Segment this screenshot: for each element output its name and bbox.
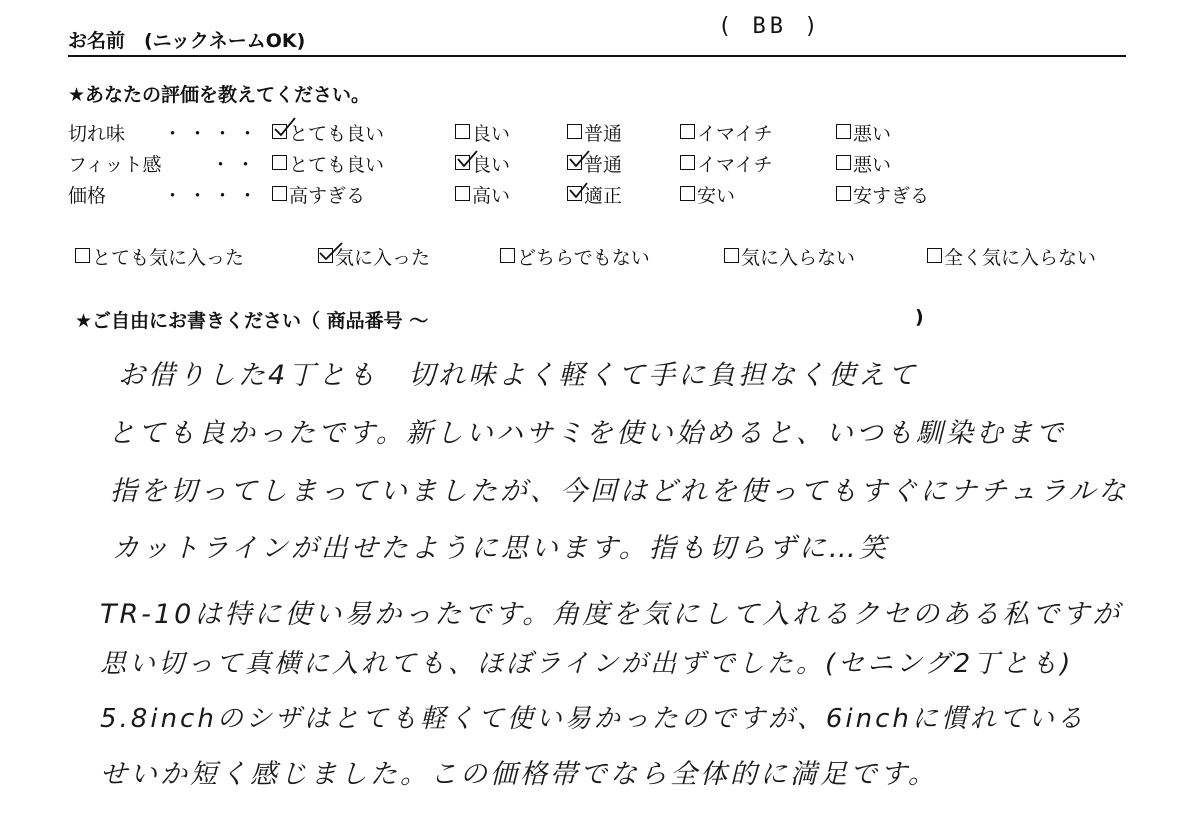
comment-title-close: )	[915, 306, 924, 328]
checkbox[interactable]	[680, 155, 695, 170]
rating-label-fit: フィット感	[68, 154, 162, 176]
option-sharpness-good[interactable]	[455, 119, 510, 146]
rating-dots: ・・・・	[163, 123, 264, 145]
comment-title: ★ご自由にお書きください（ 商品番号 ～	[75, 310, 429, 332]
checkbox[interactable]	[500, 248, 515, 263]
overall-hate[interactable]	[927, 243, 1096, 270]
checkbox[interactable]	[680, 186, 695, 201]
checkbox[interactable]	[272, 186, 287, 201]
rating-label-price: 価格	[68, 185, 107, 207]
checkbox[interactable]	[455, 124, 470, 139]
option-label: 適正	[584, 185, 623, 207]
comment-line: お借りした4丁とも 切れ味よく軽くて手に負担なく使えて	[118, 360, 919, 391]
rating-dots: ・・	[211, 154, 262, 176]
checkbox[interactable]	[836, 155, 851, 170]
name-label: お名前 (ニックネームOK)	[68, 30, 306, 52]
overall-like[interactable]	[318, 243, 430, 270]
option-label: とても良い	[289, 123, 385, 145]
checkbox[interactable]	[567, 186, 582, 201]
comment-line: 思い切って真横に入れても、ほぼラインが出ずでした。(セニング2丁とも)	[100, 649, 1074, 679]
checkbox[interactable]	[680, 124, 695, 139]
comment-line: 指を切ってしまっていましたが、今回はどれを使ってもすぐにナチュラルな	[110, 476, 1129, 507]
evaluation-title: ★あなたの評価を教えてください。	[68, 84, 371, 106]
comment-line: とても良かったです。新しいハサミを使い始めると、いつも馴染むまで	[108, 418, 1066, 449]
checkbox[interactable]	[724, 248, 739, 263]
option-sharpness-bad[interactable]	[836, 119, 891, 146]
checkbox[interactable]	[318, 248, 333, 263]
option-fit-meh[interactable]	[680, 150, 773, 177]
comment-line: TR-10は特に使い易かったです。角度を気にして入れるクセのある私ですが	[100, 599, 1123, 630]
option-label: 悪い	[853, 154, 892, 176]
checkbox[interactable]	[567, 124, 582, 139]
checkbox[interactable]	[836, 124, 851, 139]
option-label: イマイチ	[697, 154, 773, 176]
option-price-too-high[interactable]	[272, 181, 365, 208]
option-fit-very-good[interactable]	[272, 150, 384, 177]
option-sharpness-average[interactable]	[567, 119, 622, 146]
option-label: 高すぎる	[289, 185, 366, 207]
overall-dislike[interactable]	[724, 243, 855, 270]
option-label: 良い	[472, 123, 511, 145]
checkbox[interactable]	[567, 155, 582, 170]
option-price-high[interactable]	[455, 181, 510, 208]
option-label: 高い	[472, 185, 511, 207]
option-label: 全く気に入らない	[944, 247, 1097, 269]
option-price-cheap[interactable]	[680, 181, 735, 208]
checkbox[interactable]	[75, 248, 90, 263]
option-label: 普通	[584, 154, 623, 176]
option-label: 普通	[584, 123, 623, 145]
comment-line: せいか短く感じました。この価格帯でなら全体的に満足です。	[100, 759, 938, 790]
option-price-fair[interactable]	[567, 181, 622, 208]
option-fit-bad[interactable]	[836, 150, 891, 177]
option-fit-good[interactable]	[455, 150, 510, 177]
rating-label-sharpness: 切れ味	[68, 123, 126, 145]
overall-neutral[interactable]	[500, 243, 650, 270]
option-label: とても良い	[289, 154, 385, 176]
option-label: 悪い	[853, 123, 892, 145]
option-label: 安すぎる	[853, 185, 930, 207]
option-fit-average[interactable]	[567, 150, 622, 177]
comment-line: 5.8inchのシザはとても軽くて使い易かったのですが、6inchに慣れている	[100, 704, 1086, 734]
option-label: どちらでもない	[517, 247, 650, 269]
option-price-too-cheap[interactable]	[836, 181, 929, 208]
checkbox[interactable]	[455, 186, 470, 201]
checkbox[interactable]	[272, 155, 287, 170]
option-label: 気に入らない	[741, 247, 856, 269]
option-sharpness-meh[interactable]	[680, 119, 773, 146]
checkbox[interactable]	[272, 124, 287, 139]
checkbox[interactable]	[455, 155, 470, 170]
name-value[interactable]: ( BB )	[718, 14, 822, 39]
option-label: 良い	[472, 154, 511, 176]
option-sharpness-very-good[interactable]	[272, 119, 384, 146]
checkbox[interactable]	[836, 186, 851, 201]
option-label: 安い	[697, 185, 736, 207]
rating-dots: ・・・・	[163, 185, 264, 207]
option-label: とても気に入った	[92, 247, 245, 269]
option-label: 気に入った	[335, 247, 431, 269]
name-underline	[68, 55, 1126, 57]
comment-line: カットラインが出せたように思います。指も切らずに…笑	[112, 533, 889, 564]
option-label: イマイチ	[697, 123, 773, 145]
overall-love[interactable]	[75, 243, 244, 270]
checkbox[interactable]	[927, 248, 942, 263]
